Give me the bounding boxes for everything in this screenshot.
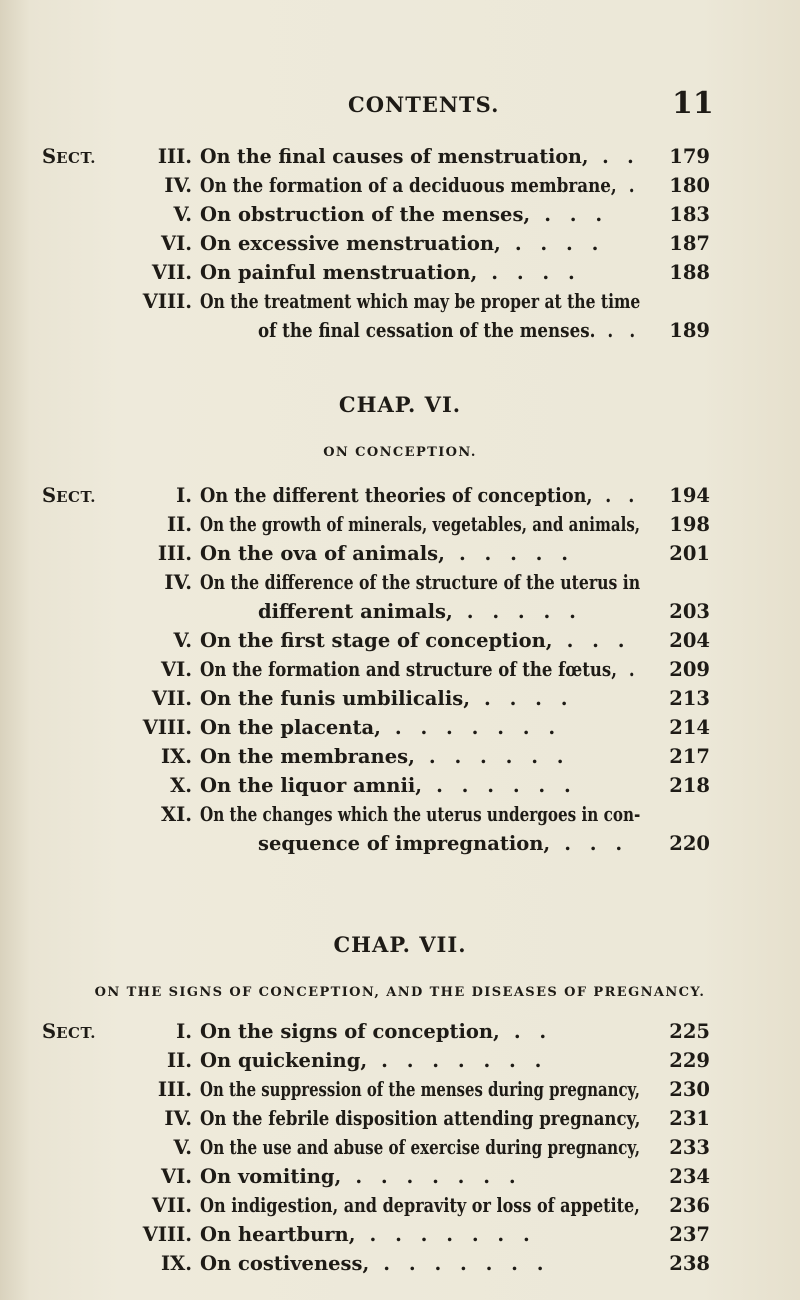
section-number: I. xyxy=(176,484,192,507)
section-title xyxy=(200,145,640,168)
toc-entry xyxy=(0,600,800,630)
leader-dots: . . . . . . . xyxy=(383,1252,550,1275)
section-title-text: On indigestion, and depravity or loss of appetite, xyxy=(200,1194,640,1217)
toc-entry xyxy=(0,261,800,291)
leader-dots: . . . . xyxy=(514,232,605,255)
leader-dots: . . . . . . . xyxy=(369,1223,536,1246)
toc-entry xyxy=(0,658,800,688)
page-ref: 236 xyxy=(669,1194,710,1217)
page-ref: 231 xyxy=(669,1107,710,1130)
leader-dots: . . xyxy=(607,319,641,342)
section-title-text: different animals, xyxy=(258,600,453,623)
leader-dots: . . . . xyxy=(491,261,581,284)
section-title-text: On costiveness, xyxy=(200,1252,370,1275)
leader-dots: . xyxy=(628,658,640,681)
section-title xyxy=(200,658,640,681)
toc-entry xyxy=(0,513,800,543)
section-title xyxy=(200,1078,640,1101)
sect-prefix: SECT. xyxy=(42,145,96,168)
page-ref: 220 xyxy=(669,832,710,855)
toc-entry xyxy=(0,571,800,601)
section-number: VIII. xyxy=(142,1223,192,1246)
section-number: VIII. xyxy=(142,290,192,313)
toc-entry xyxy=(0,1194,800,1224)
leader-dots: . . . xyxy=(566,629,631,652)
section-title-text: On the first stage of conception, xyxy=(200,629,553,652)
leader-dots: . . . . . . xyxy=(428,745,570,768)
section-title xyxy=(200,1194,640,1217)
section-title-text: On the final causes of menstruation, xyxy=(200,145,589,168)
page-ref: 198 xyxy=(669,513,710,536)
section-title xyxy=(258,832,628,855)
section-title xyxy=(200,1165,522,1188)
section-title xyxy=(200,803,640,826)
chapter-subtitle-vi: ON CONCEPTION. xyxy=(323,445,477,460)
section-number: VII. xyxy=(151,687,192,710)
page-ref: 187 xyxy=(669,232,710,255)
toc-entry xyxy=(0,1078,800,1108)
page-header xyxy=(0,86,800,132)
toc-entry xyxy=(0,1252,800,1282)
section-number: III. xyxy=(157,145,192,168)
section-title-text: On the febrile disposition attending pregnancy, xyxy=(200,1107,641,1130)
section-title xyxy=(200,1136,640,1159)
page-ref: 237 xyxy=(669,1223,710,1246)
section-title xyxy=(200,687,574,710)
page-ref: 183 xyxy=(669,203,710,226)
section-title xyxy=(200,1020,552,1043)
toc-entry xyxy=(0,174,800,204)
section-title xyxy=(200,745,570,768)
page-ref: 209 xyxy=(669,658,710,681)
section-title xyxy=(200,203,608,226)
page-ref: 218 xyxy=(669,774,710,797)
section-number: III. xyxy=(157,1078,192,1101)
section-number: V. xyxy=(173,203,192,226)
page-ref: 203 xyxy=(669,600,710,623)
section-title xyxy=(200,484,640,507)
toc-entry xyxy=(0,629,800,659)
section-title-text: On the use and abuse of exercise during pregnancy, xyxy=(200,1136,641,1159)
page-ref: 194 xyxy=(669,484,710,507)
section-title-text: On the growth of minerals, vegetables, and animals, xyxy=(200,513,641,536)
toc-entry xyxy=(0,1223,800,1253)
page-ref: 188 xyxy=(669,261,710,284)
toc-entry xyxy=(0,290,800,320)
section-title-text: On the changes which the uterus undergoes in con- xyxy=(200,803,641,826)
leader-dots: . . . . . . . xyxy=(355,1165,522,1188)
toc-entry xyxy=(0,319,800,349)
page-ref: 238 xyxy=(669,1252,710,1275)
page-ref: 189 xyxy=(669,319,710,342)
section-title-text: On vomiting, xyxy=(200,1165,342,1188)
section-number: VIII. xyxy=(142,716,192,739)
leader-dots: . . xyxy=(602,145,640,168)
section-number: V. xyxy=(173,629,192,652)
section-title-text: On obstruction of the menses, xyxy=(200,203,531,226)
leader-dots: . . xyxy=(605,484,640,507)
section-number: IV. xyxy=(164,1107,192,1130)
page-ref: 213 xyxy=(669,687,710,710)
page-ref: 225 xyxy=(669,1020,710,1043)
section-title xyxy=(200,232,604,255)
section-title xyxy=(200,261,581,284)
page-ref: 204 xyxy=(669,629,710,652)
leader-dots: . . xyxy=(513,1020,553,1043)
leader-dots: . . . xyxy=(564,832,629,855)
leader-dots: . . . . . xyxy=(466,600,582,623)
page-ref: 179 xyxy=(669,145,710,168)
section-number: IV. xyxy=(164,174,192,197)
section-title xyxy=(200,1223,536,1246)
section-number: VII. xyxy=(151,261,192,284)
toc-entry xyxy=(0,774,800,804)
leader-dots: . . . xyxy=(544,203,609,226)
section-title-text: On the treatment which may be proper at the time xyxy=(200,290,641,313)
toc-entry xyxy=(0,687,800,717)
section-title xyxy=(200,174,640,197)
page-ref: 233 xyxy=(669,1136,710,1159)
section-title xyxy=(258,319,640,342)
toc-entry xyxy=(0,803,800,833)
section-title-text: On the ova of animals, xyxy=(200,542,445,565)
section-title xyxy=(200,1049,547,1072)
toc-entry xyxy=(0,484,800,514)
section-title-text: On painful menstruation, xyxy=(200,261,478,284)
page-ref: 214 xyxy=(669,716,710,739)
section-title-text: On the suppression of the menses during pregnancy, xyxy=(200,1078,640,1101)
chapter-heading-vi: CHAP. VI. xyxy=(338,392,462,417)
chapter-subtitle-vii: ON THE SIGNS OF CONCEPTION, AND THE DISEASES OF PREGNANCY. xyxy=(94,985,706,1000)
section-title-text: On the difference of the structure of the uterus in xyxy=(200,571,641,594)
sect-prefix: SECT. xyxy=(42,484,96,507)
section-title-text: On excessive menstruation, xyxy=(200,232,501,255)
toc-entry xyxy=(0,1049,800,1079)
toc-entry xyxy=(0,1107,800,1137)
leader-dots: . . . . . xyxy=(458,542,575,565)
section-number: V. xyxy=(173,1136,192,1159)
leader-dots: . . . . . . . xyxy=(394,716,562,739)
page-ref: 234 xyxy=(669,1165,710,1188)
toc-entry xyxy=(0,1020,800,1050)
toc-entry xyxy=(0,542,800,572)
section-title-text: On the formation and structure of the fœtus, xyxy=(200,658,617,681)
section-number: XI. xyxy=(160,803,192,826)
section-title xyxy=(200,542,574,565)
page-ref: 217 xyxy=(669,745,710,768)
sect-prefix: SECT. xyxy=(42,1020,96,1043)
section-title xyxy=(200,290,640,313)
section-title xyxy=(200,1252,550,1275)
leader-dots: . xyxy=(628,174,640,197)
section-number: VI. xyxy=(160,232,192,255)
section-title-text: On quickening, xyxy=(200,1049,368,1072)
leader-dots: . . . . xyxy=(484,687,574,710)
section-title xyxy=(200,1107,640,1130)
toc-entry xyxy=(0,716,800,746)
section-number: IV. xyxy=(164,571,192,594)
section-title xyxy=(200,716,561,739)
leader-dots: . . . . . . . xyxy=(381,1049,548,1072)
section-title-text: On the liquor amnii, xyxy=(200,774,423,797)
section-title-text: of the final cessation of the menses. xyxy=(258,319,596,342)
running-title: CONTENTS. xyxy=(348,92,500,117)
section-number: IX. xyxy=(160,745,192,768)
section-number: VI. xyxy=(160,1165,192,1188)
section-title xyxy=(200,513,640,536)
chapter-heading-vii: CHAP. VII. xyxy=(333,932,467,957)
section-title-text: On the membranes, xyxy=(200,745,415,768)
section-number: II. xyxy=(166,513,192,536)
section-number: VII. xyxy=(151,1194,192,1217)
page-ref: 229 xyxy=(669,1049,710,1072)
section-number: VI. xyxy=(160,658,192,681)
section-title xyxy=(258,600,582,623)
toc-entry xyxy=(0,1136,800,1166)
page-ref: 230 xyxy=(669,1078,710,1101)
section-title-text: On the funis umbilicalis, xyxy=(200,687,471,710)
section-title xyxy=(200,774,577,797)
page-ref: 180 xyxy=(669,174,710,197)
section-title-text: On the placenta, xyxy=(200,716,381,739)
section-number: III. xyxy=(157,542,192,565)
page-ref: 201 xyxy=(669,542,710,565)
section-title-text: On the signs of conception, xyxy=(200,1020,500,1043)
section-title xyxy=(200,571,640,594)
section-title-text: On the different theories of conception, xyxy=(200,484,593,507)
section-title-text: On the formation of a deciduous membrane, xyxy=(200,174,617,197)
section-number: X. xyxy=(170,774,192,797)
section-title-text: On heartburn, xyxy=(200,1223,356,1246)
toc-entry xyxy=(0,832,800,862)
toc-entry xyxy=(0,203,800,233)
toc-entry xyxy=(0,745,800,775)
section-number: I. xyxy=(176,1020,192,1043)
toc-entry xyxy=(0,232,800,262)
section-number: II. xyxy=(166,1049,192,1072)
section-title xyxy=(200,629,631,652)
section-title-text: sequence of impregnation, xyxy=(258,832,551,855)
toc-entry xyxy=(0,1165,800,1195)
section-number: IX. xyxy=(160,1252,192,1275)
page-number: 11 xyxy=(672,86,714,121)
toc-entry xyxy=(0,145,800,175)
leader-dots: . . . . . . xyxy=(436,774,577,797)
